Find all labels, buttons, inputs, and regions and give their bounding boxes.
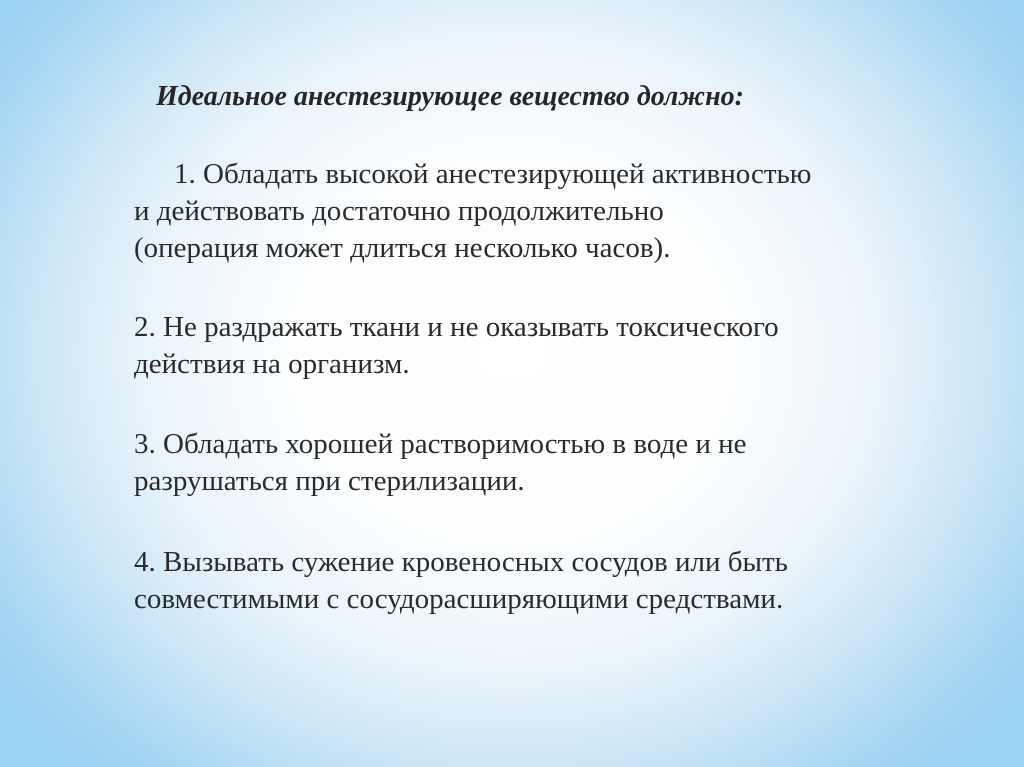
list-item-1-line-3: (операция может длиться несколько часов). [134,232,671,264]
list-item-3-line-1: 3. Обладать хорошей растворимостью в воде и не [134,428,747,460]
list-item-1-line-2: и действовать достаточно продолжительно [134,195,664,227]
list-item-4-line-2: совместимыми с сосудорасширяющими средствами. [134,583,784,615]
list-item-3-line-2: разрушаться при стерилизации. [134,465,525,497]
list-item-2-line-1: 2. Не раздражать ткани и не оказывать токсического [134,311,779,343]
list-item-4 [134,544,934,618]
list-item-3 [134,426,934,500]
list-item-1 [134,156,934,267]
list-item-1-line-1: 1. Обладать высокой анестезирующей активностью [174,158,812,190]
slide-title: Идеальное анестезирующее вещество должно: [156,81,744,112]
list-item-4-line-1: 4. Вызывать сужение кровеносных сосудов или быть [134,546,788,578]
slide-content [134,80,934,618]
list-item-2-line-2: действия на организм. [134,348,410,380]
list-item-2 [134,309,934,383]
